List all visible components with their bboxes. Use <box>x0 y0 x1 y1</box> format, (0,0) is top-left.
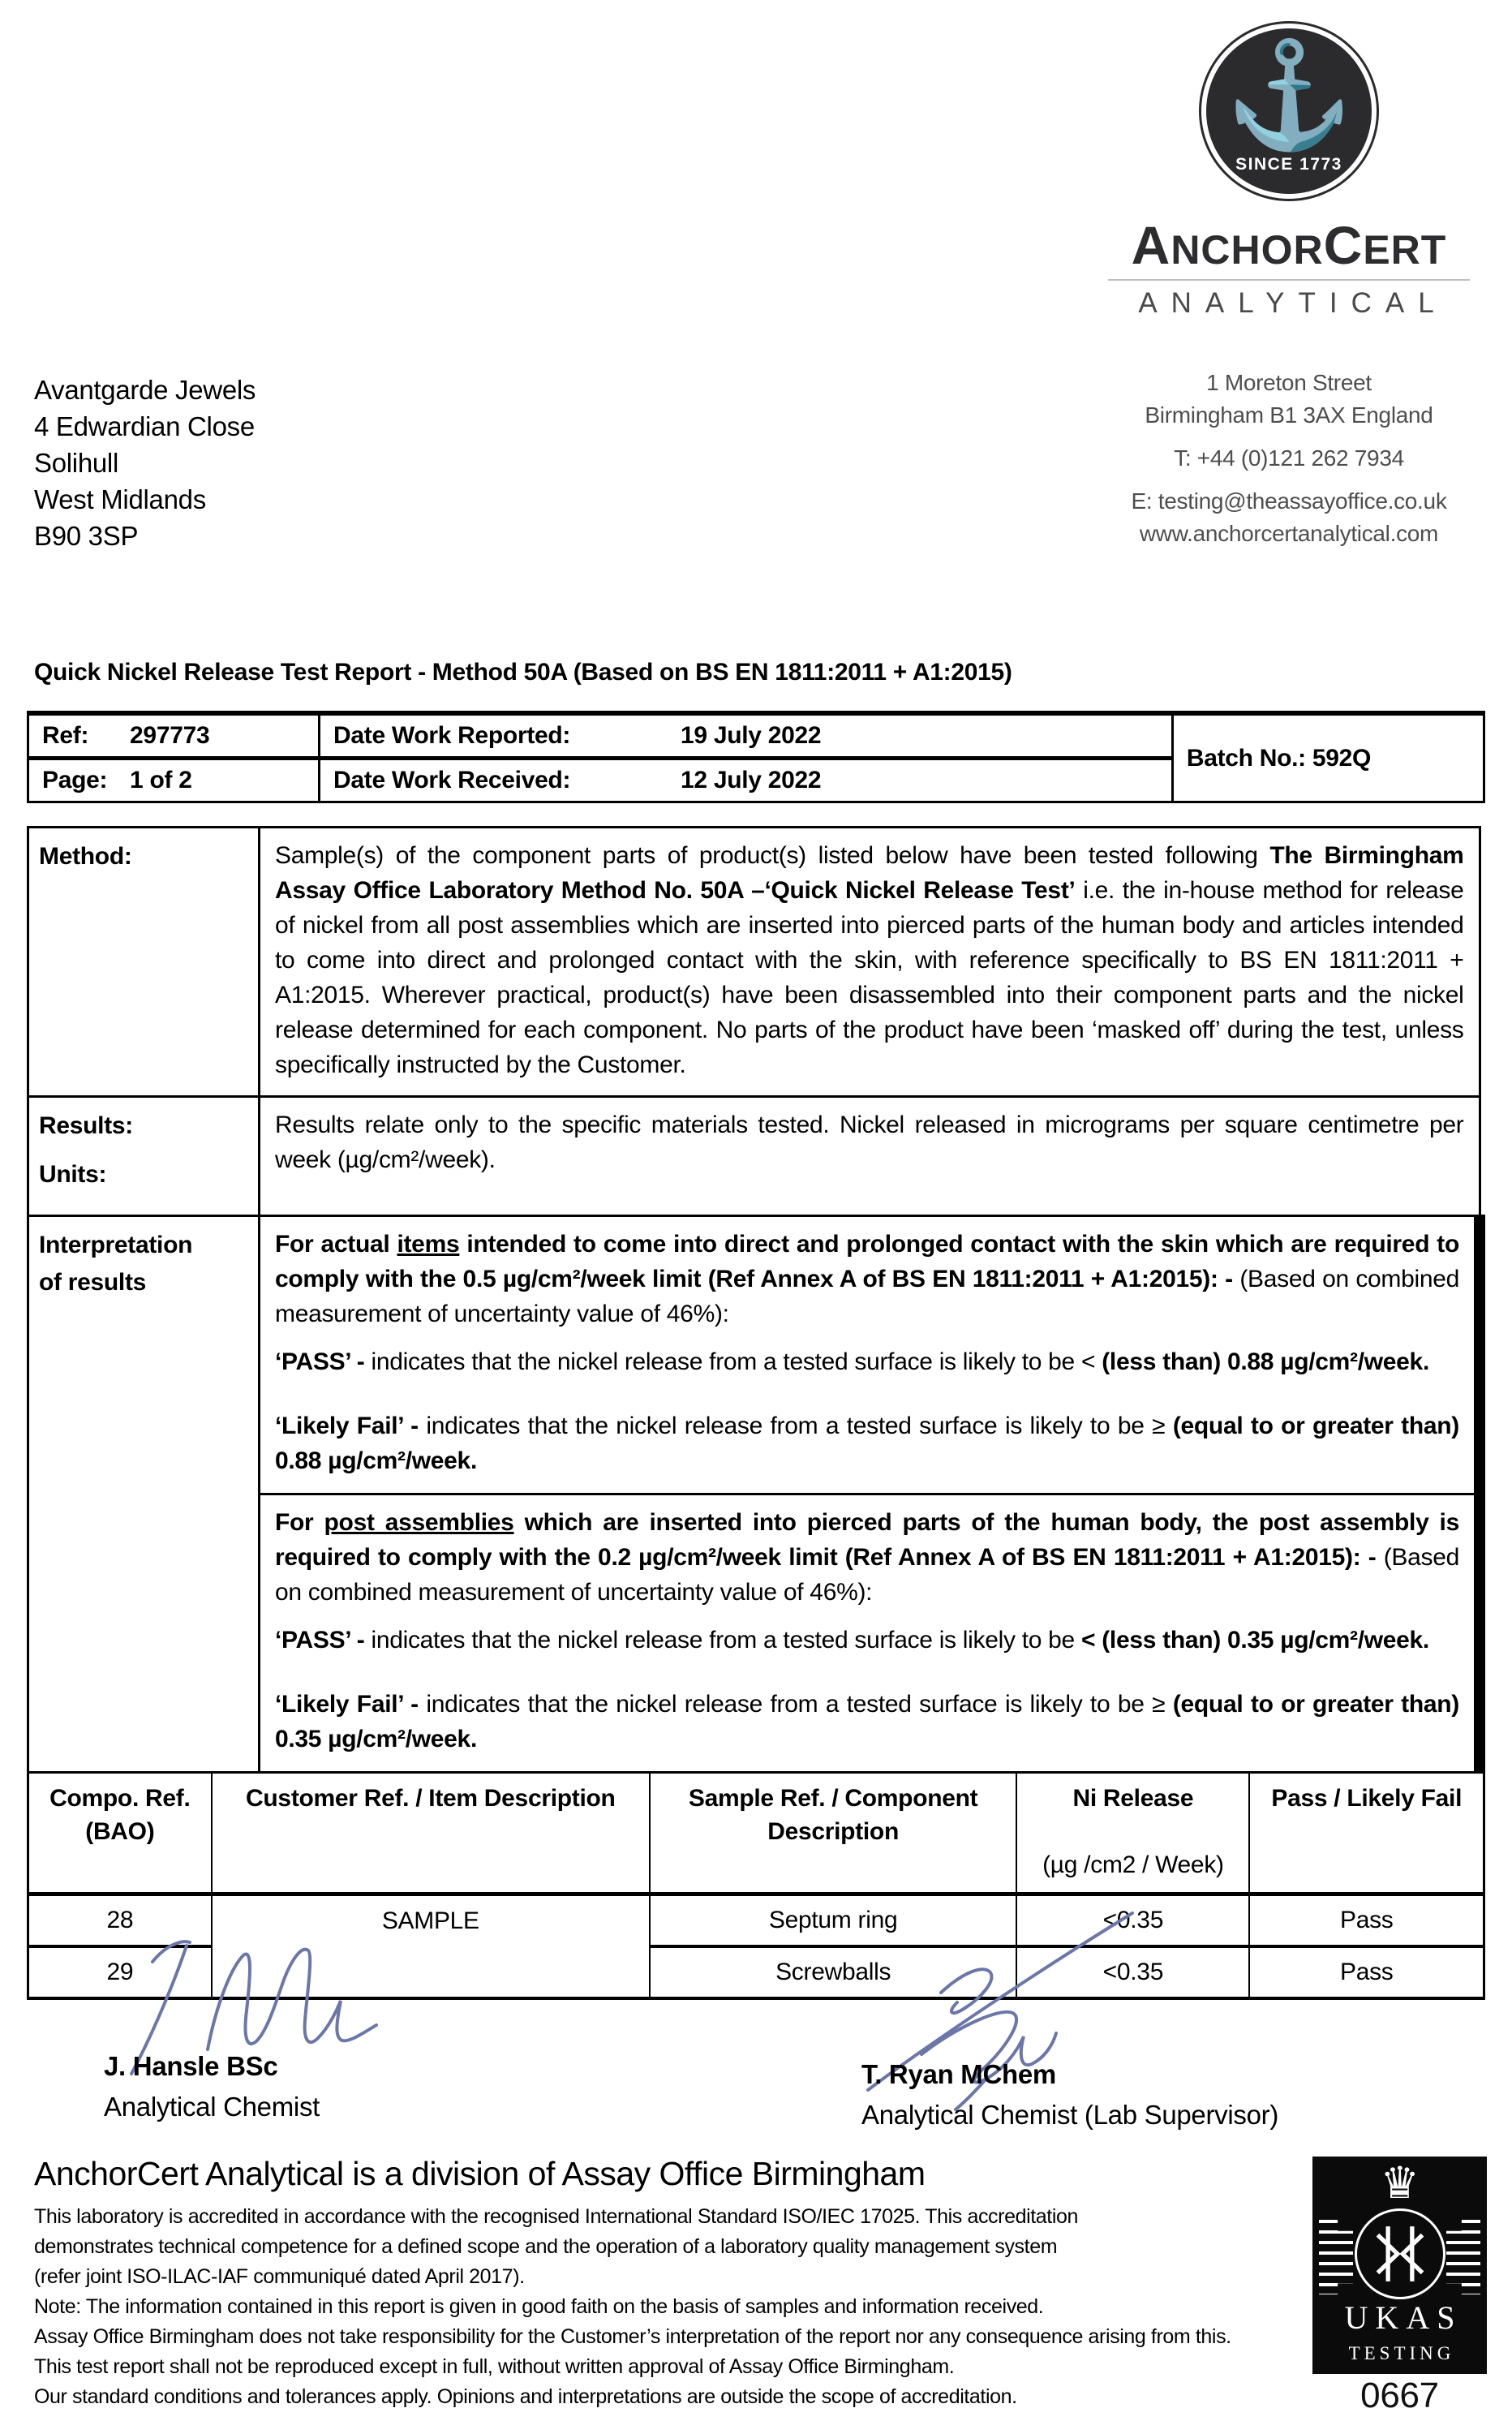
page-label: Page: <box>42 767 108 793</box>
text-line: Results: <box>39 1112 133 1139</box>
interpretation-intro <box>275 1505 1459 1610</box>
column-header-ni-release <box>1016 1773 1249 1894</box>
text-segment: (equal to or greater than) 0.35 µg/cm²/week. <box>275 1691 1459 1752</box>
date-reported-cell <box>320 713 1173 759</box>
method-row <box>28 828 1480 1097</box>
pass-fail-value: Pass <box>1249 1894 1484 1947</box>
text-line: This test report shall not be reproduced except in full, without written approval of Assay Office Birmingham. <box>34 2355 955 2378</box>
ukas-tick-icon <box>1357 2211 1443 2297</box>
text-segment: items <box>397 1231 460 1258</box>
batch-number: Batch No.: 592Q <box>1186 744 1372 772</box>
text-line: Note: The information contained in this report is given in good faith on the basis of samples and information received. <box>34 2295 1044 2318</box>
ukas-word: UKAS <box>1344 2299 1463 2336</box>
date-received-cell <box>320 759 1173 802</box>
text-line: T: +44 (0)121 262 7934 <box>1174 445 1404 471</box>
page-cell <box>28 759 320 802</box>
ref-label: Ref: <box>42 722 89 749</box>
column-header-compo-ref <box>28 1773 212 1894</box>
logo-disc <box>1206 28 1372 194</box>
text-segment: Sample(s) of the component parts of product(s) listed below have been tested following <box>275 842 1270 869</box>
text-segment: which are inserted into pierced parts of the human body, the post assembly is required to comply with the 0.2 µg/cm²/week limit (Ref Annex A of BS EN 1811:2011 + A1:2015): - <box>275 1509 1459 1571</box>
column-header-customer-ref <box>212 1773 650 1894</box>
results-header-row <box>28 1773 1484 1894</box>
anchorcert-logo <box>1199 21 1379 201</box>
pass-definition <box>275 1344 1459 1379</box>
compo-ref-value: 28 <box>28 1894 212 1947</box>
anchorcert-brand <box>1102 21 1476 320</box>
text-line: Interpretation <box>39 1232 193 1258</box>
text-line: Compo. Ref. <box>49 1785 191 1812</box>
date-received-value: 12 July 2022 <box>681 767 822 793</box>
interpretation-block-items <box>260 1217 1474 1493</box>
method-text <box>260 828 1480 1097</box>
text-line: B90 3SP <box>34 521 139 551</box>
text-line: This laboratory is accredited in accordance with the recognised International Standard ISO/IEC 17025. This accreditation <box>34 2205 1078 2228</box>
ukas-accreditation-number: 0667 <box>1360 2376 1439 2415</box>
text-line: Units: <box>39 1161 107 1188</box>
text-line: Assay Office Birmingham does not take responsibility for the Customer’s interpretation of the report nor any consequence arising from this. <box>34 2325 1231 2348</box>
text-line: Birmingham B1 3AX England <box>1145 402 1433 428</box>
signatory-name: T. Ryan MChem <box>861 2059 1056 2089</box>
text-segment: (equal to or greater than) 0.88 µg/cm²/week. <box>275 1413 1459 1474</box>
pass-fail-value: Pass <box>1249 1946 1484 1998</box>
text-line: Solihull <box>34 448 118 478</box>
compo-ref-value: 29 <box>28 1946 212 1998</box>
ukas-stripes-right <box>1446 2220 1480 2294</box>
text-segment: ‘PASS’ - <box>275 1348 372 1375</box>
interpretation-label <box>28 1216 260 1773</box>
brand-subtitle: ANALYTICAL <box>1138 287 1448 319</box>
text-segment: indicates that the nickel release from a tested surface is likely to be <box>371 1627 1081 1653</box>
text-segment: For actual <box>275 1231 397 1258</box>
text-segment: ERT <box>1363 227 1447 273</box>
text-line: 4 Edwardian Close <box>34 411 255 441</box>
text-line: (BAO) <box>85 1818 155 1845</box>
text-segment: i.e. the in-house method for release of nickel from all post assemblies which are inserted into pierced parts of the human body and articles intended to come into direct and prolonged contact with the skin, with reference specifically to BS EN 1811:2011 + A1:2015. Wherever practical, product(s) have been disassembled into their component parts and the nickel release determined for each component. No parts of the product have been ‘masked off’ during the test, unless specifically instructed by the Customer. <box>275 877 1464 1078</box>
text-segment: < (less than) 0.35 µg/cm²/week. <box>1080 1627 1429 1653</box>
text-segment: C <box>1323 215 1364 275</box>
interpretation-content <box>260 1216 1480 1773</box>
text-segment: ‘PASS’ - <box>275 1627 372 1653</box>
text-line: Avantgarde Jewels <box>34 375 256 405</box>
lab-address <box>1102 367 1476 550</box>
text-line: West Midlands <box>34 484 206 514</box>
anchor-icon: ⚓ <box>1224 37 1354 153</box>
accreditation-smallprint <box>34 2202 1308 2412</box>
crown-icon: ♛ <box>1380 2159 1420 2208</box>
text-segment: For <box>275 1509 324 1536</box>
text-segment: indicates that the nickel release from a tested surface is likely to be < <box>371 1348 1102 1375</box>
results-units-row <box>28 1097 1480 1216</box>
report-title: Quick Nickel Release Test Report - Method 50A (Based on BS EN 1811:2011 + A1:2015) <box>34 659 1012 686</box>
signatory-2 <box>861 2054 1278 2135</box>
text-segment: intended to come into direct and prolonged contact with the skin which are required to comply with the 0.5 µg/cm²/week limit (Ref Annex A of BS EN 1811:2011 + A1:2015): - <box>275 1231 1459 1292</box>
likely-fail-definition <box>275 1687 1459 1757</box>
text-line: (refer joint ISO-ILAC-IAF communiqué dated April 2017). <box>34 2265 525 2288</box>
text-line: demonstrates technical competence for a defined scope and the operation of a laboratory quality management system <box>34 2235 1058 2258</box>
date-reported-value: 19 July 2022 <box>681 722 822 749</box>
batch-cell <box>1172 713 1484 802</box>
ukas-testing-logo <box>1312 2157 1487 2374</box>
text-segment: ‘Likely Fail’ - <box>275 1413 427 1439</box>
division-statement: AnchorCert Analytical is a division of Assay Office Birmingham <box>34 2155 926 2192</box>
signatory-name: J. Hansle BSc <box>104 2051 278 2081</box>
ref-value: 297773 <box>130 722 210 749</box>
text-line: Our standard conditions and tolerances apply. Opinions and interpretations are outside the scope of accreditation. <box>34 2385 1017 2408</box>
customer-ref-value: SAMPLE <box>212 1894 650 1999</box>
pass-definition <box>275 1623 1459 1658</box>
method-info-table <box>27 826 1485 1774</box>
table-row <box>28 713 1484 759</box>
text-line: E: testing@theassayoffice.co.uk <box>1131 488 1447 514</box>
customer-address <box>34 372 256 554</box>
text-line: Ni Release <box>1072 1785 1194 1812</box>
ni-release-value: <0.35 <box>1016 1946 1249 1998</box>
text-segment: The Birmingham Assay Office Laboratory Method No. 50A –‘Quick Nickel Release Test’ <box>275 842 1464 904</box>
signatory-role: Analytical Chemist (Lab Supervisor) <box>861 2100 1279 2130</box>
text-line: www.anchorcertanalytical.com <box>1139 521 1439 546</box>
column-header-pass-fail <box>1249 1773 1484 1894</box>
results-units-text: Results relate only to the specific materials tested. Nickel released in micrograms per square centimetre per week (µg/cm²/week). <box>260 1097 1480 1216</box>
page-value: 1 of 2 <box>130 767 192 793</box>
reference-table <box>27 711 1485 803</box>
text-line <box>1022 1815 1244 1848</box>
component-description-value: Septum ring <box>650 1894 1016 1947</box>
text-line: 1 Moreton Street <box>1206 370 1372 395</box>
text-segment: (Based on combined measurement of uncertainty value of 46%): <box>275 1266 1459 1327</box>
text-line: Description <box>767 1818 899 1845</box>
column-header-sample-ref <box>650 1773 1016 1894</box>
ukas-accreditation <box>1312 2157 1487 2416</box>
component-description-value: Screwballs <box>650 1946 1016 1998</box>
text-segment: post assemblies <box>324 1509 514 1536</box>
results-units-label <box>28 1097 260 1216</box>
ukas-stripes-left <box>1319 2220 1353 2294</box>
interpretation-row <box>28 1216 1480 1773</box>
method-label: Method: <box>28 828 260 1097</box>
text-segment: (Based on combined measurement of uncertainty value of 46%): <box>275 1544 1459 1606</box>
date-received-label: Date Work Received: <box>333 767 571 793</box>
text-line: Customer Ref. / Item Description <box>246 1785 616 1812</box>
ni-release-value: <0.35 <box>1016 1894 1249 1947</box>
text-segment: ‘Likely Fail’ - <box>275 1691 427 1718</box>
text-segment: NCHOR <box>1171 227 1324 273</box>
signatory-role: Analytical Chemist <box>104 2092 320 2122</box>
ukas-sub: TESTING <box>1348 2343 1455 2363</box>
interpretation-block-post-assemblies <box>260 1493 1474 1771</box>
text-line: (µg /cm2 / Week) <box>1042 1851 1224 1878</box>
text-line: of results <box>39 1269 147 1296</box>
likely-fail-definition <box>275 1408 1459 1478</box>
brand-wordmark <box>1102 214 1476 276</box>
ref-cell <box>28 713 320 759</box>
date-reported-label: Date Work Reported: <box>333 722 571 749</box>
brand-divider <box>1108 279 1470 281</box>
signatory-1 <box>104 2046 320 2127</box>
text-line: Pass / Likely Fail <box>1271 1785 1463 1812</box>
interpretation-intro <box>275 1227 1459 1331</box>
ukas-symbol-circle <box>1355 2208 1445 2299</box>
text-segment: indicates that the nickel release from a tested surface is likely to be ≥ <box>426 1413 1173 1439</box>
text-segment: indicates that the nickel release from a tested surface is likely to be ≥ <box>426 1691 1173 1718</box>
text-segment: (less than) 0.88 µg/cm²/week. <box>1102 1348 1429 1375</box>
text-line: Sample Ref. / Component <box>688 1785 978 1812</box>
text-segment: A <box>1131 215 1171 275</box>
logo-since-text: SINCE 1773 <box>1235 155 1342 174</box>
